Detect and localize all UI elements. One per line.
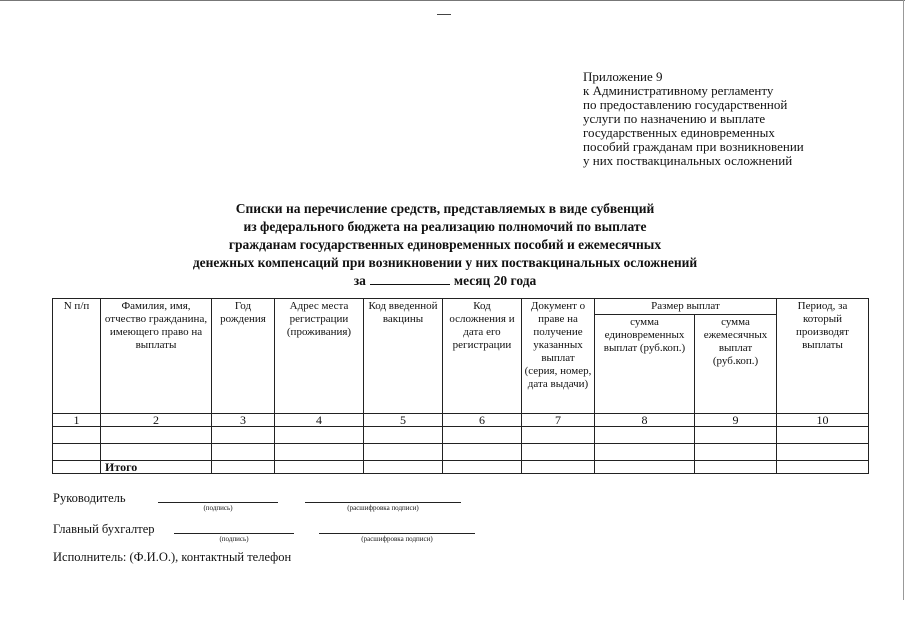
table-cell[interactable] xyxy=(595,444,695,461)
table-cell[interactable] xyxy=(522,427,595,444)
total-label: Итого xyxy=(101,461,212,474)
appendix-line: государственных единовременных xyxy=(583,125,775,140)
period-blank-field[interactable] xyxy=(370,272,450,285)
appendix-line: по предоставлению государственной xyxy=(583,97,788,112)
page-right-border xyxy=(903,0,904,600)
table-header-row xyxy=(53,299,869,315)
table-cell[interactable] xyxy=(212,444,275,461)
column-number: 10 xyxy=(777,414,869,427)
table-row xyxy=(53,427,869,444)
signature-caption: (подпись) xyxy=(203,504,233,512)
table-cell[interactable] xyxy=(595,461,695,474)
column-number: 2 xyxy=(101,414,212,427)
top-dash-mark xyxy=(437,14,451,15)
table-cell[interactable] xyxy=(443,444,522,461)
header-address: Адрес места регистрации (проживания) xyxy=(275,299,364,414)
table-cell[interactable] xyxy=(101,444,212,461)
table-cell[interactable] xyxy=(212,427,275,444)
table-cell[interactable] xyxy=(695,427,777,444)
period-prefix: за xyxy=(353,273,366,288)
column-number: 1 xyxy=(53,414,101,427)
table-cell[interactable] xyxy=(443,427,522,444)
table-cell xyxy=(53,461,101,474)
title-line: денежных компенсаций при возникновении у них поствакцинальных осложнений xyxy=(192,255,698,270)
table-cell[interactable] xyxy=(53,427,101,444)
header-monthly-sum: сумма ежемесячных выплат (руб.коп.) xyxy=(695,315,777,414)
page-top-border xyxy=(0,0,905,1)
table-cell[interactable] xyxy=(695,461,777,474)
table-cell[interactable] xyxy=(522,444,595,461)
accountant-signature-line[interactable] xyxy=(174,533,294,534)
table-cell[interactable] xyxy=(275,461,364,474)
column-number: 6 xyxy=(443,414,522,427)
signature-caption: (подпись) xyxy=(219,535,249,543)
table-cell[interactable] xyxy=(101,427,212,444)
appendix-line: пособий гражданам при возникновении xyxy=(583,139,804,154)
document-title xyxy=(120,200,770,290)
table-cell[interactable] xyxy=(275,444,364,461)
header-period: Период, за который производят выплаты xyxy=(777,299,869,414)
title-period-line xyxy=(120,272,770,290)
column-number: 4 xyxy=(275,414,364,427)
column-number: 8 xyxy=(595,414,695,427)
decoding-caption: (расшифровка подписи) xyxy=(361,535,433,543)
column-number-row xyxy=(53,414,869,427)
header-num: N п/п xyxy=(53,299,101,414)
column-number: 7 xyxy=(522,414,595,427)
accountant-decoding-line[interactable] xyxy=(319,533,475,534)
table-cell[interactable] xyxy=(695,444,777,461)
table-row xyxy=(53,444,869,461)
table-cell[interactable] xyxy=(595,427,695,444)
table-cell[interactable] xyxy=(777,427,869,444)
payment-list-table xyxy=(52,298,869,474)
header-vaccine-code: Код введенной вакцины xyxy=(364,299,443,414)
table-cell[interactable] xyxy=(777,461,869,474)
table-cell[interactable] xyxy=(364,444,443,461)
appendix-line: у них поствакцинальных осложнений xyxy=(583,153,793,168)
table-cell[interactable] xyxy=(275,427,364,444)
column-number: 5 xyxy=(364,414,443,427)
head-label: Руководитель xyxy=(53,491,126,505)
appendix-line: услуги по назначению и выплате xyxy=(583,111,766,126)
head-decoding-line[interactable] xyxy=(305,502,461,503)
header-payment-size: Размер выплат xyxy=(595,299,777,315)
appendix-line: к Административному регламенту xyxy=(583,83,774,98)
table-cell[interactable] xyxy=(53,444,101,461)
table-cell[interactable] xyxy=(522,461,595,474)
title-line: гражданам государственных единовременных пособий и ежемесячных xyxy=(228,237,662,252)
column-number: 3 xyxy=(212,414,275,427)
title-line: из федерального бюджета на реализацию полномочий по выплате xyxy=(243,219,647,234)
head-signature-line[interactable] xyxy=(158,502,278,503)
header-name: Фамилия, имя, отчество гражданина, имеющего право на выплаты xyxy=(101,299,212,414)
header-complication-code: Код осложнения и дата его регистрации xyxy=(443,299,522,414)
column-number: 9 xyxy=(695,414,777,427)
table-cell[interactable] xyxy=(212,461,275,474)
table-cell[interactable] xyxy=(364,461,443,474)
title-line: Списки на перечисление средств, представляемых в виде субвенций xyxy=(235,201,655,216)
executor-label: Исполнитель: (Ф.И.О.), контактный телефон xyxy=(53,550,292,564)
period-suffix: месяц 20 года xyxy=(453,273,537,288)
appendix-line: Приложение 9 xyxy=(583,69,663,84)
decoding-caption: (расшифровка подписи) xyxy=(347,504,419,512)
table-cell[interactable] xyxy=(364,427,443,444)
header-lump-sum: сумма единовременных выплат (руб.коп.) xyxy=(595,315,695,414)
header-birth-year: Год рождения xyxy=(212,299,275,414)
header-document: Документ о правe на получение указанных выплат (серия, номер, дата выдачи) xyxy=(522,299,595,414)
accountant-label: Главный бухгалтер xyxy=(53,522,155,536)
appendix-reference-block xyxy=(583,70,883,168)
total-row xyxy=(53,461,869,474)
table-cell[interactable] xyxy=(443,461,522,474)
table-cell[interactable] xyxy=(777,444,869,461)
